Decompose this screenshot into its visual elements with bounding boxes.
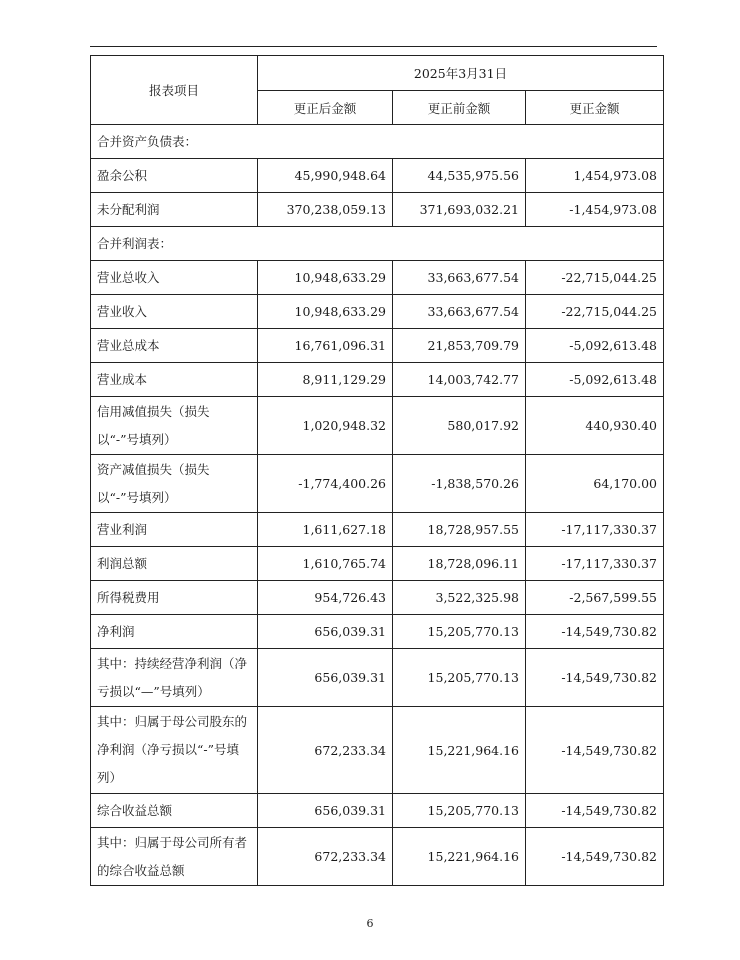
value-after: 10,948,633.29 xyxy=(258,295,393,329)
table-row xyxy=(91,363,664,397)
value-before: -1,838,570.26 xyxy=(393,455,526,513)
row-label: 信用减值损失（损失以“-”号填列） xyxy=(91,397,258,455)
value-before: 371,693,032.21 xyxy=(393,193,526,227)
value-after: 16,761,096.31 xyxy=(258,329,393,363)
value-diff: -14,549,730.82 xyxy=(526,615,664,649)
value-diff: 440,930.40 xyxy=(526,397,664,455)
value-after: -1,774,400.26 xyxy=(258,455,393,513)
table-row xyxy=(91,828,664,886)
row-label: 其中：归属于母公司股东的净利润（净亏损以“-”号填列） xyxy=(91,707,258,794)
table-row xyxy=(91,615,664,649)
value-diff: -14,549,730.82 xyxy=(526,828,664,886)
section-balance-sheet xyxy=(91,125,664,159)
table-row xyxy=(91,794,664,828)
row-label: 资产减值损失（损失以“-”号填列） xyxy=(91,455,258,513)
value-diff: -22,715,044.25 xyxy=(526,295,664,329)
row-label: 营业利润 xyxy=(91,513,258,547)
row-label: 所得税费用 xyxy=(91,581,258,615)
value-after: 370,238,059.13 xyxy=(258,193,393,227)
header-rule xyxy=(90,46,657,47)
value-before: 33,663,677.54 xyxy=(393,261,526,295)
value-diff: 1,454,973.08 xyxy=(526,159,664,193)
section-income-statement xyxy=(91,227,664,261)
value-after: 656,039.31 xyxy=(258,649,393,707)
value-after: 1,611,627.18 xyxy=(258,513,393,547)
table-row xyxy=(91,513,664,547)
row-label: 其中：归属于母公司所有者的综合收益总额 xyxy=(91,828,258,886)
value-before: 21,853,709.79 xyxy=(393,329,526,363)
col-header-after: 更正后金额 xyxy=(258,91,393,125)
value-diff: -22,715,044.25 xyxy=(526,261,664,295)
page-number: 6 xyxy=(366,917,374,930)
value-before: 14,003,742.77 xyxy=(393,363,526,397)
row-label: 营业收入 xyxy=(91,295,258,329)
value-diff: -2,567,599.55 xyxy=(526,581,664,615)
row-label: 营业总收入 xyxy=(91,261,258,295)
row-label: 未分配利润 xyxy=(91,193,258,227)
value-diff: -17,117,330.37 xyxy=(526,547,664,581)
col-header-before: 更正前金额 xyxy=(393,91,526,125)
value-after: 656,039.31 xyxy=(258,794,393,828)
value-after: 10,948,633.29 xyxy=(258,261,393,295)
restatement-table xyxy=(90,55,664,886)
row-label: 利润总额 xyxy=(91,547,258,581)
value-before: 580,017.92 xyxy=(393,397,526,455)
row-label: 净利润 xyxy=(91,615,258,649)
col-header-diff: 更正金额 xyxy=(526,91,664,125)
table-row xyxy=(91,581,664,615)
value-diff: 64,170.00 xyxy=(526,455,664,513)
value-diff: -14,549,730.82 xyxy=(526,649,664,707)
row-label: 综合收益总额 xyxy=(91,794,258,828)
table-row xyxy=(91,397,664,455)
value-after: 954,726.43 xyxy=(258,581,393,615)
table-row xyxy=(91,707,664,794)
header-row-date xyxy=(91,56,664,91)
row-label: 其中：持续经营净利润（净亏损以“—”号填列） xyxy=(91,649,258,707)
value-after: 1,610,765.74 xyxy=(258,547,393,581)
value-diff: -14,549,730.82 xyxy=(526,794,664,828)
col-header-item: 报表项目 xyxy=(91,56,258,125)
value-after: 672,233.34 xyxy=(258,707,393,794)
value-after: 656,039.31 xyxy=(258,615,393,649)
value-before: 33,663,677.54 xyxy=(393,295,526,329)
table-row xyxy=(91,329,664,363)
value-diff: -5,092,613.48 xyxy=(526,329,664,363)
row-label: 盈余公积 xyxy=(91,159,258,193)
section-title: 合并资产负债表： xyxy=(91,125,664,159)
value-before: 15,221,964.16 xyxy=(393,707,526,794)
value-diff: -1,454,973.08 xyxy=(526,193,664,227)
value-before: 15,221,964.16 xyxy=(393,828,526,886)
table-row xyxy=(91,193,664,227)
value-before: 15,205,770.13 xyxy=(393,794,526,828)
table-row xyxy=(91,455,664,513)
section-title: 合并利润表： xyxy=(91,227,664,261)
value-before: 3,522,325.98 xyxy=(393,581,526,615)
value-before: 44,535,975.56 xyxy=(393,159,526,193)
value-before: 18,728,096.11 xyxy=(393,547,526,581)
value-before: 15,205,770.13 xyxy=(393,615,526,649)
value-diff: -17,117,330.37 xyxy=(526,513,664,547)
value-after: 8,911,129.29 xyxy=(258,363,393,397)
table-row xyxy=(91,295,664,329)
row-label: 营业总成本 xyxy=(91,329,258,363)
row-label: 营业成本 xyxy=(91,363,258,397)
value-diff: -14,549,730.82 xyxy=(526,707,664,794)
table-row xyxy=(91,261,664,295)
value-after: 672,233.34 xyxy=(258,828,393,886)
value-diff: -5,092,613.48 xyxy=(526,363,664,397)
value-before: 15,205,770.13 xyxy=(393,649,526,707)
value-after: 1,020,948.32 xyxy=(258,397,393,455)
value-before: 18,728,957.55 xyxy=(393,513,526,547)
col-header-date: 2025年3月31日 xyxy=(258,56,664,91)
table-row xyxy=(91,159,664,193)
value-after: 45,990,948.64 xyxy=(258,159,393,193)
table-row xyxy=(91,649,664,707)
table-row xyxy=(91,547,664,581)
